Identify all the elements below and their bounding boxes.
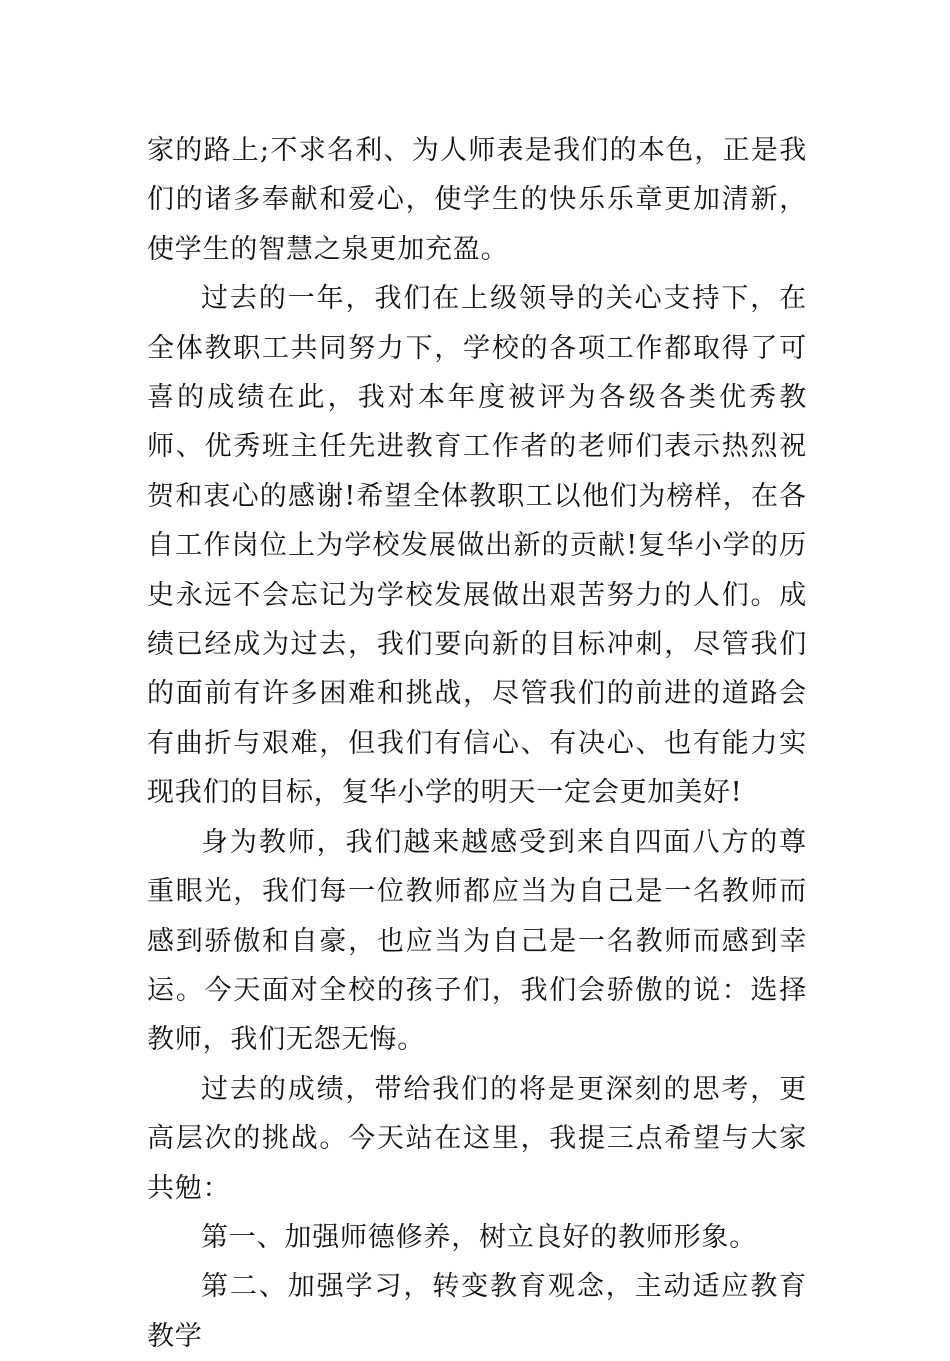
paragraph-hope-two: 第二、加强学习，转变教育观念，主动适应教育教学 — [147, 1271, 807, 1352]
paragraph-teacher-pride: 身为教师，我们越来越感受到来自四面八方的尊重眼光，我们每一位教师都应当为自己是一名教师而感到骄傲和自豪，也应当为自己是一名教师而感到幸运。今天面对全校的孩子们，我们会骄傲的说：选择教师，我们无怨无悔。 — [147, 826, 807, 1056]
paragraph-hope-one: 第一、加强师德修养，树立良好的教师形象。 — [201, 1221, 757, 1253]
paragraph-achievements: 过去的一年，我们在上级领导的关心支持下，在全体教职工共同努力下，学校的各项工作都取得了可喜的成绩在此，我对本年度被评为各级各类优秀教师、优秀班主任先进教育工作者的老师们表示热烈祝贺和衷心的感谢!希望全体教职工以他们为榜样，在各自工作岗位上为学校发展做出新的贡献!复华小学的历史永远不会忘记为学校发展做出艰苦努力的人们。成绩已经成为过去，我们要向新的目标冲刺，尽管我们的面前有许多困难和挑战，尽管我们的前进的道路会有曲折与艰难，但我们有信心、有决心、也有能力实现我们的目标，复华小学的明天一定会更加美好! — [147, 283, 807, 809]
paragraph-continued: 家的路上;不求名利、为人师表是我们的本色，正是我们的诸多奉献和爱心，使学生的快乐乐章更加清新，使学生的智慧之泉更加充盈。 — [147, 135, 807, 265]
body-text — [147, 126, 807, 1361]
paragraph-challenges: 过去的成绩，带给我们的将是更深刻的思考，更高层次的挑战。今天站在这里，我提三点希望与大家共勉： — [147, 1073, 807, 1204]
